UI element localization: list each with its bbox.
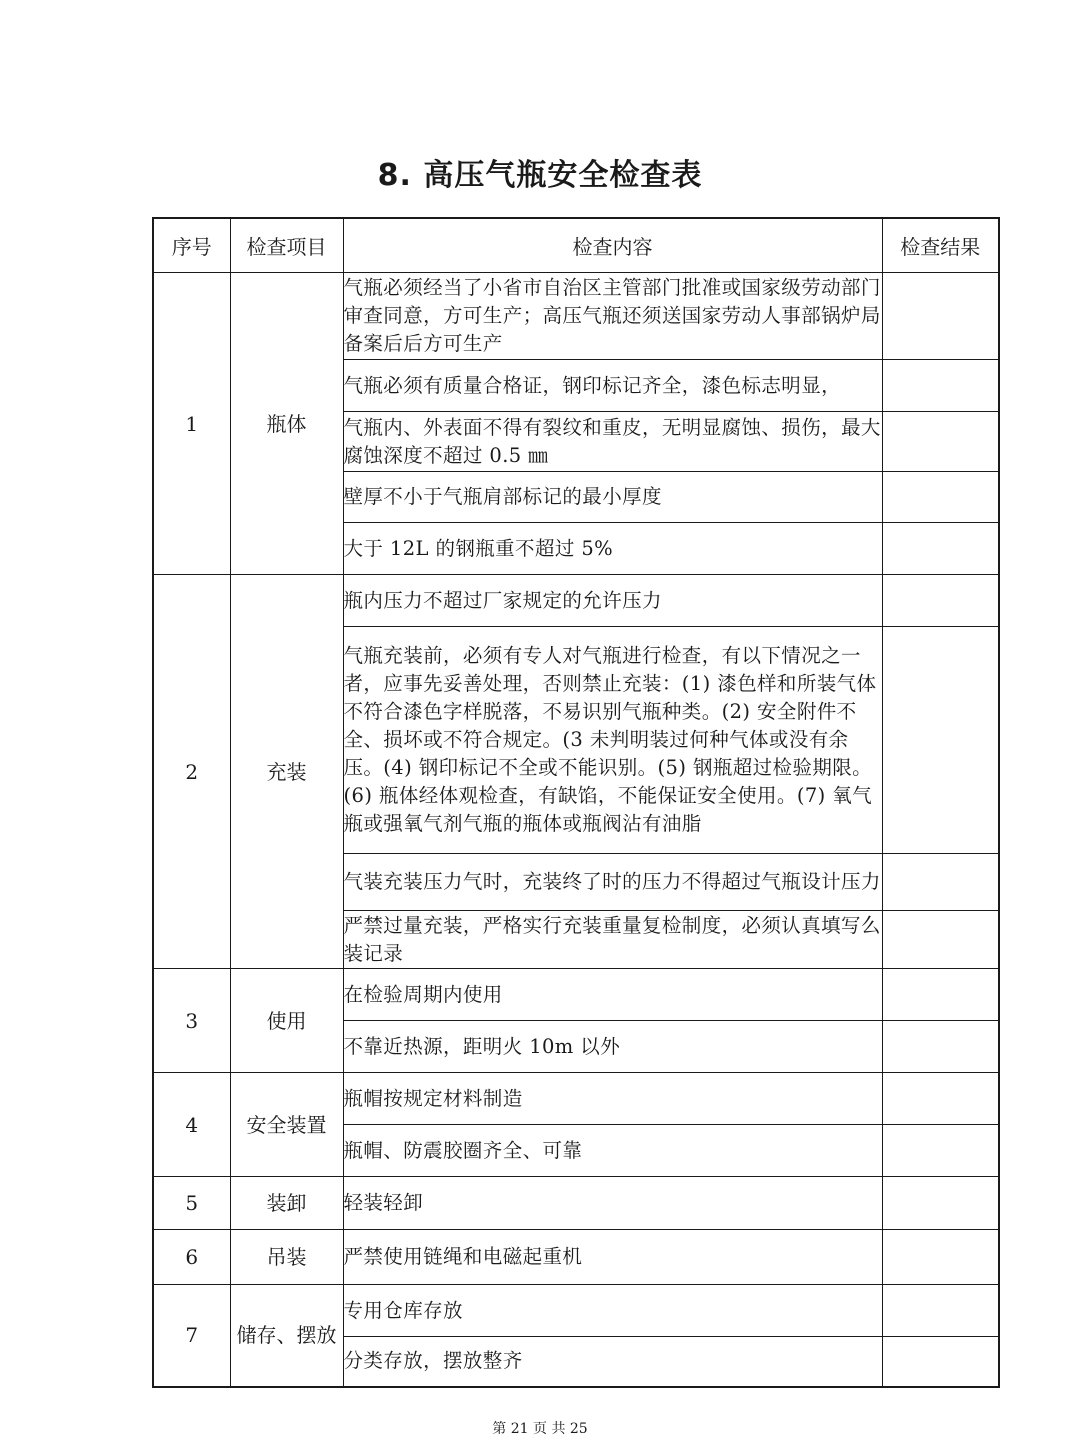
result-cell[interactable]	[882, 472, 999, 523]
result-cell[interactable]	[882, 627, 999, 854]
table-row	[153, 1177, 999, 1230]
header-item: 检查项目	[230, 218, 343, 273]
table-row	[153, 1073, 999, 1125]
result-cell[interactable]	[882, 1285, 999, 1337]
group-item: 充装	[230, 575, 343, 969]
header-row	[153, 218, 999, 273]
group-item: 使用	[230, 969, 343, 1073]
result-cell[interactable]	[882, 412, 999, 472]
result-cell[interactable]	[882, 1021, 999, 1073]
group-number: 7	[153, 1285, 230, 1387]
check-content: 严禁使用链绳和电磁起重机	[343, 1230, 882, 1285]
check-content: 瓶帽按规定材料制造	[343, 1073, 882, 1125]
result-cell[interactable]	[882, 575, 999, 627]
result-cell[interactable]	[882, 1337, 999, 1387]
result-cell[interactable]	[882, 911, 999, 969]
result-cell[interactable]	[882, 1125, 999, 1177]
group-item: 装卸	[230, 1177, 343, 1230]
check-content: 气瓶必须有质量合格证，钢印标记齐全，漆色标志明显，	[343, 360, 882, 412]
page-title: 8. 高压气瓶安全检查表	[377, 158, 703, 193]
check-content: 气瓶内、外表面不得有裂纹和重皮，无明显腐蚀、损伤，最大腐蚀深度不超过 0.5 ㎜	[343, 412, 882, 472]
group-number: 2	[153, 575, 230, 969]
header-no: 序号	[153, 218, 230, 273]
result-cell[interactable]	[882, 273, 999, 360]
page-footer: 第 21 页 共 25	[492, 1421, 588, 1437]
group-number: 3	[153, 969, 230, 1073]
result-cell[interactable]	[882, 523, 999, 575]
group-number: 6	[153, 1230, 230, 1285]
check-content: 分类存放，摆放整齐	[343, 1337, 882, 1387]
check-content: 大于 12L 的钢瓶重不超过 5%	[343, 523, 882, 575]
check-content: 严禁过量充装，严格实行充装重量复检制度，必须认真填写么装记录	[343, 911, 882, 969]
group-item: 吊装	[230, 1230, 343, 1285]
check-content: 专用仓库存放	[343, 1285, 882, 1337]
result-cell[interactable]	[882, 1073, 999, 1125]
table-row	[153, 1230, 999, 1285]
group-item: 安全装置	[230, 1073, 343, 1177]
table-row	[153, 273, 999, 360]
result-cell[interactable]	[882, 969, 999, 1021]
check-content: 壁厚不小于气瓶肩部标记的最小厚度	[343, 472, 882, 523]
table-row	[153, 1285, 999, 1337]
inspection-table	[152, 217, 1000, 1388]
check-content: 气瓶必须经当了小省市自治区主管部门批准或国家级劳动部门审查同意，方可生产；高压气瓶还须送国家劳动人事部锅炉局备案后后方可生产	[343, 273, 882, 360]
result-cell[interactable]	[882, 1177, 999, 1230]
result-cell[interactable]	[882, 854, 999, 911]
header-result: 检查结果	[882, 218, 999, 273]
check-content: 瓶帽、防震胶圈齐全、可靠	[343, 1125, 882, 1177]
table-row	[153, 969, 999, 1021]
header-content: 检查内容	[343, 218, 882, 273]
group-number: 4	[153, 1073, 230, 1177]
result-cell[interactable]	[882, 360, 999, 412]
table-row	[153, 575, 999, 627]
check-content: 气瓶充装前，必须有专人对气瓶进行检查，有以下情况之一者，应事先妥善处理，否则禁止充装：(1) 漆色样和所装气体不符合漆色字样脱落，不易识别气瓶种类。(2) 安全附件不全、损坏或不符合规定。(3 未判明装过何种气体或没有余压。(4) 钢印标记不全或不能识别。(5) 钢瓶超过检验期限。(6) 瓶体经体观检查，有缺馅，不能保证安全使用。(7) 氧气瓶或强氧气剂气瓶的瓶体或瓶阀沾有油脂	[343, 627, 882, 854]
group-item: 瓶体	[230, 273, 343, 575]
check-content: 气装充装压力气时，充装终了时的压力不得超过气瓶设计压力	[343, 854, 882, 911]
group-number: 1	[153, 273, 230, 575]
check-content: 瓶内压力不超过厂家规定的允许压力	[343, 575, 882, 627]
check-content: 轻装轻卸	[343, 1177, 882, 1230]
check-content: 在检验周期内使用	[343, 969, 882, 1021]
result-cell[interactable]	[882, 1230, 999, 1285]
group-number: 5	[153, 1177, 230, 1230]
check-content: 不靠近热源，距明火 10m 以外	[343, 1021, 882, 1073]
group-item: 储存、摆放	[230, 1285, 343, 1387]
